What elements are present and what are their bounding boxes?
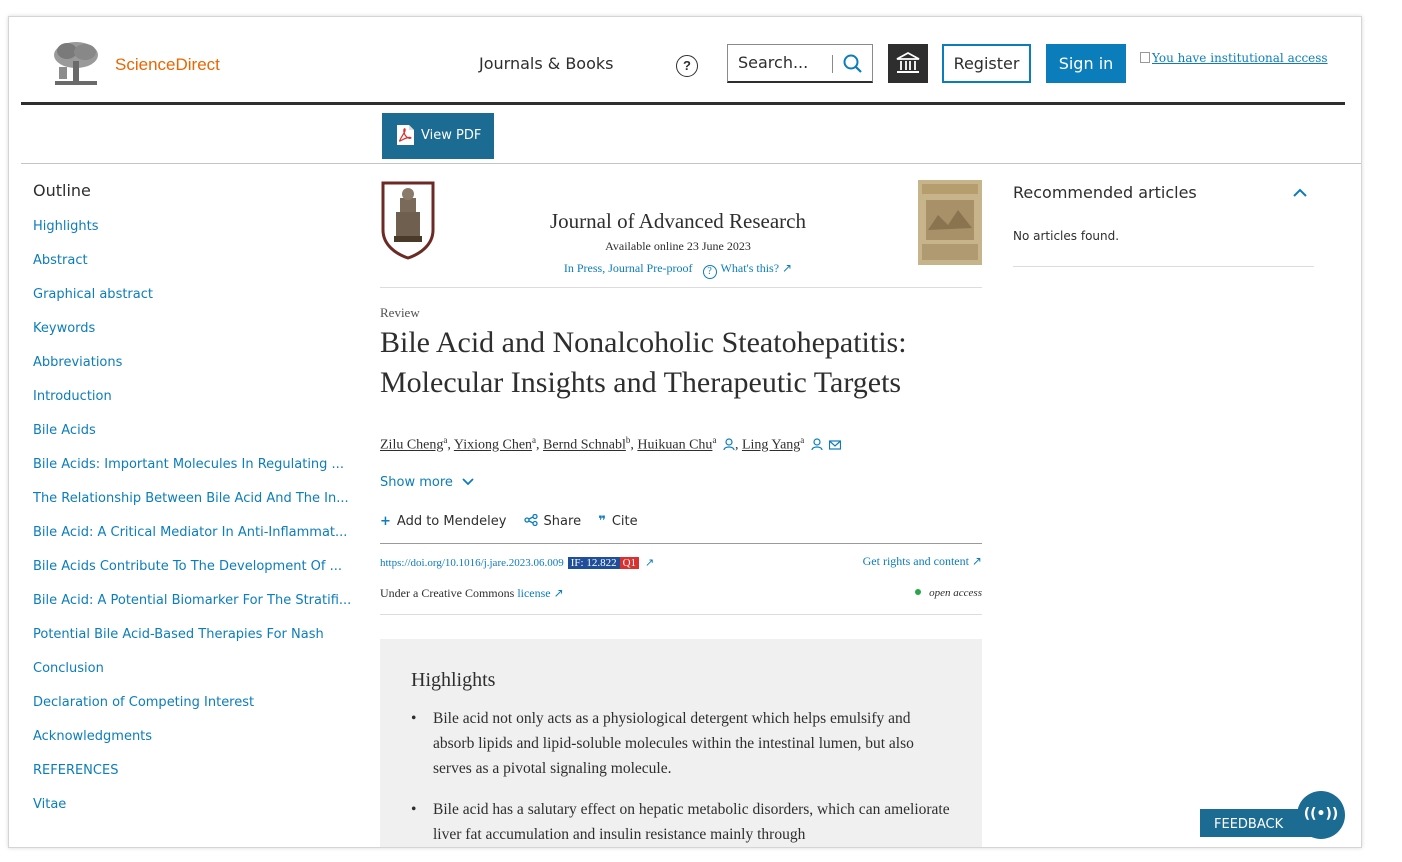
- impact-factor-badge: IF: 12.822: [568, 557, 620, 569]
- search-divider: [832, 55, 833, 73]
- outline-item-conclusion[interactable]: Conclusion: [33, 661, 104, 676]
- plus-icon: +: [380, 514, 391, 529]
- rights-link[interactable]: Get rights and content ↗: [862, 554, 982, 568]
- outline-item-development[interactable]: Bile Acids Contribute To The Development Of ...: [33, 559, 343, 574]
- highlight-item: [411, 706, 952, 781]
- institution-button[interactable]: [888, 44, 928, 83]
- broadcast-icon[interactable]: ((•)): [1297, 791, 1345, 839]
- meta-divider: [380, 614, 982, 615]
- open-access-dot-icon: [915, 589, 921, 595]
- outline-item-relationship[interactable]: The Relationship Between Bile Acid And The In...: [33, 491, 349, 506]
- institutional-access-text[interactable]: You have institutional access: [1152, 51, 1328, 65]
- help-icon[interactable]: ?: [676, 55, 698, 77]
- author-affiliation: b: [625, 435, 631, 445]
- highlight-text: Bile acid not only acts as a physiological detergent which helps emulsify and absorb lipids and lipid-soluble molecules within the intestinal lumen, but also serves as a pivotal signaling molecule.: [433, 710, 914, 777]
- chevron-down-icon: [461, 477, 475, 487]
- add-to-mendeley-button[interactable]: [380, 514, 506, 529]
- actions-divider: [380, 543, 982, 544]
- in-press-line: [480, 261, 876, 279]
- outline-item-abbreviations[interactable]: Abbreviations: [33, 355, 123, 370]
- add-to-mendeley-label: Add to Mendeley: [396, 514, 507, 529]
- broken-image-icon: [1140, 52, 1150, 63]
- outline-title: Outline: [33, 181, 91, 200]
- outline-item-acknowledgments[interactable]: Acknowledgments: [33, 729, 153, 744]
- outline-item-abstract[interactable]: Abstract: [33, 253, 88, 268]
- bullet-icon: •: [411, 710, 417, 727]
- open-access-badge: [915, 587, 982, 599]
- corresponding-author-icon[interactable]: [723, 438, 735, 451]
- show-more-label: Show more: [380, 475, 453, 490]
- whats-this-link[interactable]: What's this? ↗: [720, 261, 793, 275]
- author-affiliation: a: [800, 435, 805, 445]
- no-articles-message: No articles found.: [1013, 229, 1120, 243]
- highlight-item: [411, 797, 952, 847]
- quote-icon: ❞: [598, 514, 606, 529]
- highlights-section: [380, 639, 982, 848]
- recommended-articles-panel: [1013, 183, 1314, 267]
- view-pdf-button[interactable]: [382, 113, 494, 159]
- outline-sidebar: [33, 181, 353, 830]
- highlight-text: Bile acid has a salutary effect on hepatic metabolic disorders, which can ameliorate liver fat accumulation and insulin resistance mainly through: [433, 801, 950, 843]
- doi-line: [380, 556, 654, 569]
- institution-icon: [888, 44, 928, 83]
- license-line: [380, 586, 564, 601]
- outline-item-references[interactable]: REFERENCES: [33, 763, 119, 778]
- outline-item-introduction[interactable]: Introduction: [33, 389, 112, 404]
- brand-name[interactable]: ScienceDirect: [115, 55, 220, 74]
- sign-in-button[interactable]: Sign in: [1046, 44, 1126, 83]
- author-link[interactable]: Bernd Schnabl: [543, 437, 626, 453]
- outline-item-vitae[interactable]: Vitae: [33, 797, 67, 812]
- cite-button[interactable]: [598, 514, 637, 529]
- outline-item-biomarker[interactable]: Bile Acid: A Potential Biomarker For The Stratifi...: [33, 593, 352, 608]
- open-access-label: open access: [929, 587, 982, 599]
- outline-item-bile-acids[interactable]: Bile Acids: [33, 423, 96, 438]
- search-input[interactable]: [738, 53, 832, 72]
- highlights-title: Highlights: [411, 669, 496, 691]
- journal-divider: [380, 287, 982, 288]
- search-box: [727, 44, 873, 83]
- outline-item-keywords[interactable]: Keywords: [33, 321, 96, 336]
- journals-books-link[interactable]: Journals & Books: [479, 54, 614, 73]
- browser-page: [8, 16, 1362, 848]
- chevron-up-icon[interactable]: [1292, 187, 1308, 199]
- email-icon[interactable]: [829, 438, 841, 451]
- doi-link[interactable]: https://doi.org/10.1016/j.jare.2023.06.009: [380, 557, 564, 569]
- author-affiliation: a: [712, 435, 717, 445]
- author-link[interactable]: Ling Yang: [741, 437, 801, 453]
- site-header: [21, 17, 1345, 105]
- journal-cover-image[interactable]: [918, 180, 982, 265]
- feedback-button[interactable]: FEEDBACK: [1200, 809, 1328, 837]
- outline-item-critical-mediator[interactable]: Bile Acid: A Critical Mediator In Anti-Inflammat...: [33, 525, 348, 540]
- share-label: Share: [543, 514, 582, 529]
- question-icon: ?: [703, 265, 717, 279]
- pdf-icon: [396, 124, 415, 146]
- journal-title[interactable]: Journal of Advanced Research: [550, 209, 806, 233]
- bullet-icon: •: [411, 801, 417, 818]
- outline-item-important-molecules[interactable]: Bile Acids: Important Molecules In Regulating ...: [33, 457, 344, 472]
- author-link[interactable]: Zilu Cheng: [380, 437, 444, 453]
- external-link-icon[interactable]: ↗: [645, 557, 655, 569]
- article-actions: [380, 514, 651, 529]
- author-link[interactable]: Yixiong Chen: [453, 437, 533, 453]
- elsevier-tree-logo[interactable]: [49, 39, 103, 87]
- share-button[interactable]: [524, 514, 582, 529]
- quartile-badge: Q1: [620, 557, 639, 569]
- search-icon[interactable]: [842, 53, 864, 75]
- license-link[interactable]: license ↗: [517, 586, 564, 600]
- license-prefix: Under a Creative Commons: [380, 586, 515, 600]
- corresponding-author-icon[interactable]: [811, 438, 823, 451]
- outline-item-competing-interest[interactable]: Declaration of Competing Interest: [33, 695, 255, 710]
- author-list: Zilu Cheng$^a$, Yixiong Chen$^a$, Bernd Schnabl$^b$, Huikuan Chu$^a$ , Ling Yang$^a$: [380, 435, 982, 454]
- article-title: Bile Acid and Nonalcoholic Steatohepatitis: Molecular Insights and Therapeutic Targets: [380, 326, 907, 399]
- author-affiliation: a: [532, 435, 537, 445]
- author-affiliation: a: [443, 435, 448, 445]
- share-icon: [524, 514, 538, 526]
- outline-item-highlights[interactable]: Highlights: [33, 219, 99, 234]
- view-pdf-label: View PDF: [421, 128, 482, 143]
- journal-logo[interactable]: [380, 180, 436, 260]
- show-more-button[interactable]: [380, 475, 475, 490]
- article-type: Review: [380, 305, 420, 320]
- available-online: Available online 23 June 2023: [605, 239, 751, 253]
- toolbar-divider: [21, 163, 1362, 164]
- recommended-title: Recommended articles: [1013, 183, 1197, 202]
- register-button[interactable]: Register: [942, 44, 1031, 83]
- institutional-access-link[interactable]: [1140, 51, 1328, 65]
- author-link[interactable]: Huikuan Chu: [637, 437, 713, 453]
- outline-item-graphical-abstract[interactable]: Graphical abstract: [33, 287, 153, 302]
- outline-item-therapies[interactable]: Potential Bile Acid-Based Therapies For Nash: [33, 627, 324, 642]
- cite-label: Cite: [611, 514, 638, 529]
- in-press-link[interactable]: In Press, Journal Pre-proof: [563, 261, 693, 275]
